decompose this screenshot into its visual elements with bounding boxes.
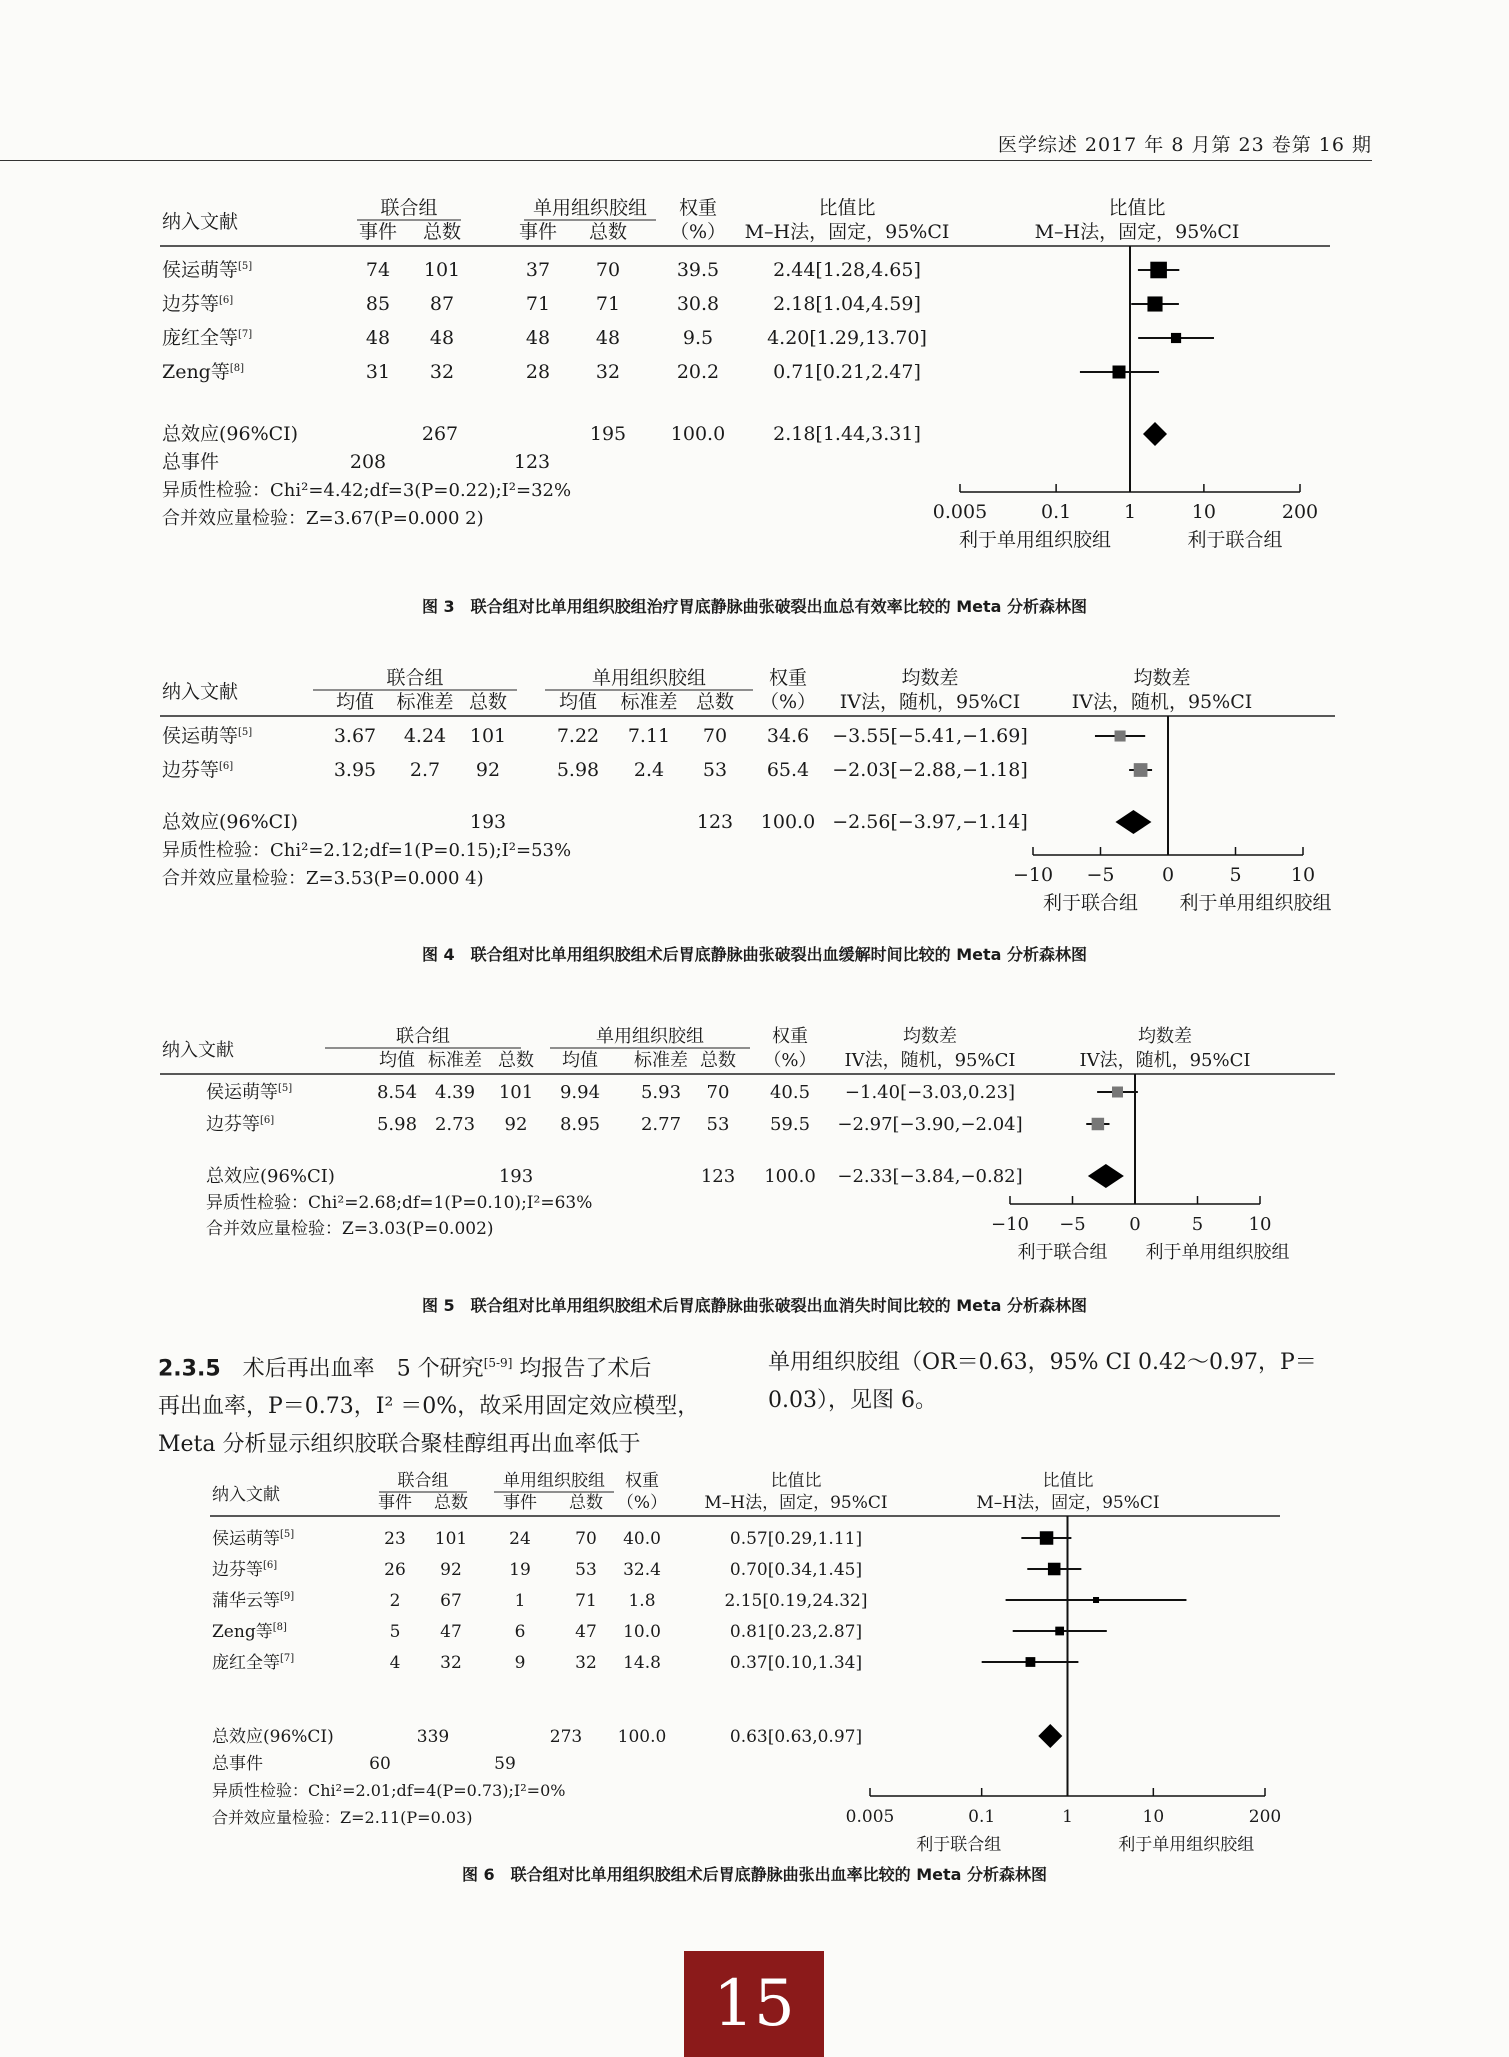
x-axis-tick-label: 5 [1191,1214,1204,1235]
study-effect-ci: 0.37[0.10,1.34] [729,1653,863,1673]
study-point-square [1112,1086,1123,1097]
study-value: 92 [504,1114,528,1135]
section-title: 术后再出血率 [242,1356,375,1382]
total-label: 总效应(96%CI) [162,811,299,833]
section-2-3-5-text: 2.3.5 术后再出血率 5 个研究[5-9] 均报告了术后 再出血率，P＝0.73，I² ＝0%，故采用固定效应模型， Meta 分析显示组织胶联合聚桂醇组再出血率低于 [158,1356,700,1458]
total-weight: 100.0 [760,811,816,833]
study-effect-ci: 0.70[0.34,1.45] [729,1560,863,1580]
study-value: 53 [706,1114,730,1135]
study-value: 74 [365,259,391,281]
study-weight: 40.5 [769,1082,811,1103]
study-weight: 14.8 [623,1653,661,1673]
figure-6-caption: 图 6 联合组对比单用组织胶组术后胃底静脉曲张出血率比较的 Meta 分析森林图 [461,1865,1048,1884]
study-point-square [1055,1627,1064,1636]
weight-header-unit: （%） [669,221,727,243]
x-axis-tick-label: 10 [1191,501,1216,523]
group2-subheader: 事件 [518,221,558,243]
journal-header: 医学综述 2017 年 8 月第 23 卷第 16 期 [997,134,1372,156]
x-axis-tick-label: −10 [1012,864,1054,886]
group2-subheader: 均值 [562,1050,598,1071]
overall-effect-test: 合并效应量检验：Z=3.53(P=0.000 4) [162,868,484,889]
group2-header: 单用组织胶组 [532,197,648,219]
total-weight: 100.0 [670,423,726,445]
study-name: Zeng等[8] [212,1622,287,1642]
study-value: 5.98 [376,1114,418,1135]
study-value: 48 [365,327,391,349]
group2-subheader: 总数 [700,1050,736,1071]
study-value: 92 [475,759,501,781]
study-weight: 34.6 [766,725,810,747]
plot-header-method: M–H法，固定，95%CI [1034,221,1240,243]
heterogeneity-test: 异质性检验：Chi²=2.01;df=4(P=0.73);I²=0% [212,1781,566,1800]
study-effect-ci: 2.44[1.28,4.65] [773,259,921,281]
group1-subheader: 均值 [379,1050,415,1071]
study-value: 70 [595,259,621,281]
group1-subheader: 总数 [434,1493,468,1513]
pooled-effect-diamond [1143,422,1167,446]
total-effect-ci: −2.56[−3.97,−1.14] [832,811,1028,833]
x-axis-tick-label: 1 [1123,501,1137,523]
study-point-square [1171,333,1181,343]
study-effect-ci: 0.71[0.21,2.47] [773,361,921,383]
total-events-group1: 208 [349,451,387,473]
overall-effect-test: 合并效应量检验：Z=3.03(P=0.002) [206,1219,494,1239]
study-name: Zeng等[8] [162,361,245,383]
weight-header: 权重 [625,1471,659,1491]
pooled-effect-diamond [1088,1164,1124,1188]
study-weight: 1.8 [628,1591,656,1611]
plot-header-method: IV法，随机，95%CI [1071,691,1253,713]
study-value: 9 [514,1653,526,1673]
total-n2: 123 [700,1166,736,1187]
study-value: 71 [575,1591,597,1611]
study-name: 蒲华云等[9] [212,1591,295,1611]
study-value: 70 [702,725,728,747]
study-value: 2.73 [434,1114,476,1135]
favors-left-label: 利于单用组织胶组 [958,529,1112,551]
weight-header-unit: （%） [763,1050,817,1071]
forest-plot-figure-6 [200,1462,1310,1852]
total-events-group2: 123 [513,451,551,473]
effect-header-method: IV法，随机，95%CI [844,1050,1016,1071]
total-weight: 100.0 [617,1727,667,1747]
study-value: 24 [509,1529,531,1549]
total-effect-ci: 0.63[0.63,0.97] [729,1727,863,1747]
study-weight: 39.5 [676,259,720,281]
x-axis-tick-label: 0.005 [932,501,988,523]
total-effect-ci: 2.18[1.44,3.31] [773,423,921,445]
study-point-square [1115,730,1126,741]
heterogeneity-test: 异质性检验：Chi²=2.12;df=1(P=0.15);I²=53% [162,840,572,861]
study-value: 92 [440,1560,462,1580]
favors-left-label: 利于联合组 [1017,1242,1108,1263]
header-rule [0,160,1372,161]
pooled-effect-diamond [1115,810,1151,834]
study-value: 48 [525,327,551,349]
effect-header: 比值比 [818,197,876,219]
study-value: 37 [525,259,551,281]
x-axis-tick-label: 0 [1129,1214,1141,1235]
effect-header-method: M–H法，固定，95%CI [704,1493,888,1513]
favors-right-label: 利于单用组织胶组 [1118,1835,1255,1852]
study-weight: 20.2 [676,361,720,383]
study-point-square [1040,1531,1053,1544]
study-value: 47 [575,1622,597,1642]
favors-right-label: 利于单用组织胶组 [1145,1242,1290,1263]
study-value: 9.94 [559,1082,601,1103]
study-point-square [1092,1118,1104,1130]
group1-subheader: 事件 [378,1493,412,1513]
total-events-label: 总事件 [162,451,220,473]
plot-header: 比值比 [1108,197,1166,219]
study-column-header: 纳入文献 [212,1485,280,1505]
study-column-header: 纳入文献 [162,1040,234,1061]
study-value: 26 [384,1560,406,1580]
page-number: 15 [684,1951,824,2057]
total-weight: 100.0 [764,1166,816,1187]
effect-header-method: IV法，随机，95%CI [839,691,1021,713]
study-effect-ci: 0.81[0.23,2.87] [729,1622,863,1642]
x-axis-tick-label: 10 [1142,1807,1165,1827]
x-axis-tick-label: 5 [1229,864,1242,886]
study-column-header: 纳入文献 [162,211,239,233]
study-value: 4.39 [434,1082,476,1103]
study-weight: 9.5 [682,327,714,349]
study-value: 101 [469,725,507,747]
study-point-square [1093,1597,1099,1603]
plot-header-method: IV法，随机，95%CI [1079,1050,1251,1071]
study-value: 4.24 [403,725,447,747]
study-value: 5.93 [640,1082,682,1103]
study-name: 庞红全等[7] [162,327,253,349]
favors-left-label: 利于联合组 [1042,892,1139,914]
group1-subheader: 总数 [422,221,462,243]
plot-header: 均数差 [1133,667,1191,689]
x-axis-tick-label: 200 [1248,1807,1282,1827]
study-name: 边芬等[6] [206,1114,275,1135]
total-events-group1: 60 [369,1754,391,1774]
study-weight: 32.4 [623,1560,661,1580]
group1-header: 联合组 [380,197,438,219]
group2-subheader: 总数 [588,221,628,243]
weight-header: 权重 [678,197,718,219]
section-2-3-5-text-col2: 单用组织胶组（OR＝0.63，95% CI 0.42～0.97，P＝ 0.03），见图 6。 [768,1350,1317,1413]
study-point-square [1147,296,1162,311]
study-column-header: 纳入文献 [162,681,239,703]
weight-header: 权重 [772,1026,808,1047]
total-n2: 195 [589,423,627,445]
study-value: 101 [498,1082,534,1103]
study-value: 71 [595,293,621,315]
study-name: 侯运萌等[5] [162,725,253,747]
favors-right-label: 利于单用组织胶组 [1179,892,1332,914]
x-axis-tick-label: 10 [1290,864,1316,886]
study-value: 7.11 [627,725,671,747]
study-weight: 40.0 [623,1529,661,1549]
study-point-square [1150,262,1167,279]
study-value: 7.22 [556,725,600,747]
weight-header-unit: （%） [616,1493,668,1513]
forest-plot-figure-3 [150,192,1360,564]
x-axis-tick-label: 200 [1281,501,1319,523]
x-axis-tick-label: 0.005 [845,1807,895,1827]
study-value: 87 [429,293,455,315]
study-value: 101 [423,259,461,281]
study-value: 2.4 [633,759,665,781]
group2-subheader: 标准差 [620,691,678,713]
total-label: 总效应(96%CI) [212,1727,334,1747]
total-n2: 123 [696,811,734,833]
forest-plot-figure-5 [150,1018,1360,1280]
study-point-square [1134,763,1148,777]
study-value: 31 [365,361,391,383]
group2-subheader: 事件 [503,1493,537,1513]
weight-header-unit: （%） [759,691,817,713]
group2-subheader: 总数 [569,1493,603,1513]
group1-subheader: 标准差 [396,691,454,713]
study-effect-ci: 4.20[1.29,13.70] [767,327,927,349]
overall-effect-test: 合并效应量检验：Z=2.11(P=0.03) [212,1808,473,1827]
total-n1: 193 [469,811,507,833]
study-value: 32 [595,361,621,383]
weight-header: 权重 [768,667,808,689]
effect-header: 均数差 [903,1026,957,1047]
x-axis-tick-label: 0.1 [968,1807,996,1827]
study-name: 边芬等[6] [212,1560,278,1580]
group1-subheader: 事件 [358,221,398,243]
study-value: 71 [525,293,551,315]
study-value: 53 [702,759,728,781]
study-value: 47 [440,1622,462,1642]
study-effect-ci: 0.57[0.29,1.11] [729,1529,863,1549]
x-axis-tick-label: 10 [1248,1214,1272,1235]
x-axis-tick-label: 0.1 [1041,501,1072,523]
study-name: 边芬等[6] [162,293,234,315]
figure-5-caption: 图 5 联合组对比单用组织胶组术后胃底静脉曲张破裂出血消失时间比较的 Meta 分析森林图 [421,1296,1088,1315]
plot-header: 比值比 [1042,1471,1094,1491]
study-value: 6 [514,1622,526,1642]
total-effect-ci: −2.33[−3.84,−0.82] [837,1166,1023,1187]
study-value: 2 [389,1591,401,1611]
study-value: 53 [575,1560,597,1580]
effect-header-method: M–H法，固定，95%CI [744,221,950,243]
figure-3-caption: 图 3 联合组对比单用组织胶组治疗胃底静脉曲张破裂出血总有效率比较的 Meta 分析森林图 [421,597,1088,616]
study-value: 2.7 [409,759,441,781]
study-effect-ci: −3.55[−5.41,−1.69] [832,725,1028,747]
forest-plot-figure-4 [150,660,1360,930]
group2-subheader: 总数 [695,691,735,713]
study-value: 85 [365,293,391,315]
study-value: 101 [434,1529,468,1549]
study-name: 侯运萌等[5] [162,259,253,281]
study-value: 70 [706,1082,730,1103]
study-value: 32 [429,361,455,383]
study-value: 48 [595,327,621,349]
group2-header: 单用组织胶组 [591,667,707,689]
group2-subheader: 标准差 [634,1050,688,1071]
plot-header: 均数差 [1138,1026,1192,1047]
study-value: 1 [514,1591,526,1611]
effect-header: 均数差 [901,667,959,689]
study-value: 19 [509,1560,531,1580]
x-axis-tick-label: −10 [991,1214,1029,1235]
study-value: 3.95 [333,759,377,781]
x-axis-tick-label: 0 [1161,864,1175,886]
study-name: 侯运萌等[5] [206,1082,293,1103]
study-value: 5 [389,1622,401,1642]
study-value: 4 [389,1653,401,1673]
total-events-group2: 59 [494,1754,516,1774]
heterogeneity-test: 异质性检验：Chi²=4.42;df=3(P=0.22);I²=32% [162,480,572,501]
total-n1: 193 [498,1166,534,1187]
study-effect-ci: 2.15[0.19,24.32] [724,1591,868,1611]
x-axis-tick-label: −5 [1086,864,1115,886]
study-value: 48 [429,327,455,349]
total-label: 总效应(96%CI) [162,423,299,445]
study-value: 67 [440,1591,462,1611]
figure-4-caption: 图 4 联合组对比单用组织胶组术后胃底静脉曲张破裂出血缓解时间比较的 Meta 分析森林图 [421,945,1088,964]
favors-right-label: 利于联合组 [1187,529,1283,551]
study-value: 8.54 [376,1082,418,1103]
section-number: 2.3.5 [158,1356,221,1382]
study-value: 3.67 [333,725,377,747]
group1-subheader: 总数 [498,1050,534,1071]
study-value: 28 [525,361,551,383]
group1-subheader: 均值 [335,691,375,713]
group1-subheader: 标准差 [428,1050,482,1071]
study-effect-ci: 2.18[1.04,4.59] [773,293,921,315]
x-axis-tick-label: 1 [1062,1807,1073,1827]
study-weight: 30.8 [676,293,720,315]
study-value: 5.98 [556,759,600,781]
study-value: 2.77 [640,1114,682,1135]
study-value: 32 [575,1653,597,1673]
total-n2: 273 [549,1727,583,1747]
total-n1: 267 [421,423,459,445]
study-name: 庞红全等[7] [212,1653,295,1673]
group1-header: 联合组 [397,1471,449,1491]
study-name: 边芬等[6] [162,759,234,781]
favors-left-label: 利于联合组 [916,1835,1002,1852]
study-weight: 10.0 [623,1622,661,1642]
group2-header: 单用组织胶组 [503,1471,605,1491]
study-point-square [1026,1657,1036,1667]
total-n1: 339 [416,1727,450,1747]
study-value: 32 [440,1653,462,1673]
study-weight: 59.5 [769,1114,811,1135]
group1-header: 联合组 [396,1026,450,1047]
study-effect-ci: −1.40[−3.03,0.23] [844,1082,1016,1103]
pooled-effect-diamond [1038,1724,1062,1748]
group2-subheader: 均值 [558,691,598,713]
study-name: 侯运萌等[5] [212,1529,295,1549]
plot-header-method: M–H法，固定，95%CI [976,1493,1160,1513]
study-weight: 65.4 [766,759,810,781]
study-value: 23 [384,1529,406,1549]
overall-effect-test: 合并效应量检验：Z=3.67(P=0.000 2) [162,508,484,529]
total-events-label: 总事件 [212,1754,263,1774]
group1-subheader: 总数 [468,691,508,713]
study-effect-ci: −2.03[−2.88,−1.18] [832,759,1028,781]
x-axis-tick-label: −5 [1059,1214,1086,1235]
heterogeneity-test: 异质性检验：Chi²=2.68;df=1(P=0.10);I²=63% [206,1193,593,1213]
study-value: 8.95 [559,1114,601,1135]
study-point-square [1113,366,1126,379]
study-point-square [1048,1563,1061,1576]
group1-header: 联合组 [386,667,444,689]
total-label: 总效应(96%CI) [206,1166,335,1187]
group2-header: 单用组织胶组 [596,1026,704,1047]
effect-header: 比值比 [770,1471,822,1491]
study-effect-ci: −2.97[−3.90,−2.04] [837,1114,1023,1135]
study-value: 70 [575,1529,597,1549]
